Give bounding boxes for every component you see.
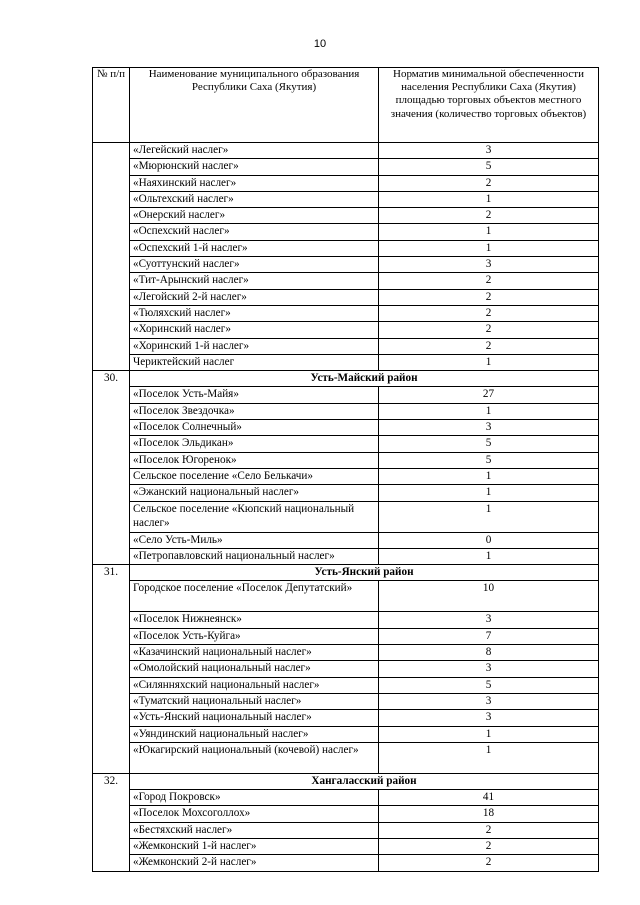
norm-value: 1	[379, 468, 599, 484]
municipality-name: «Легойский 2-й наслег»	[130, 289, 379, 305]
table-row	[93, 436, 599, 452]
norm-value: 7	[379, 628, 599, 644]
municipality-name: «Поселок Усть-Куйга»	[130, 628, 379, 644]
table-row	[93, 822, 599, 838]
norm-value: 1	[379, 501, 599, 532]
municipality-name: «Оспехский 1-й наслег»	[130, 240, 379, 256]
norm-value: 2	[379, 273, 599, 289]
norm-value: 1	[379, 548, 599, 564]
municipality-name: «Бестяхский наслег»	[130, 822, 379, 838]
table-row	[93, 806, 599, 822]
row-number-empty	[93, 143, 130, 371]
municipality-name: «Усть-Янский национальный наслег»	[130, 710, 379, 726]
district-name: Усть-Янский район	[130, 565, 599, 581]
header-num: № п/п	[93, 68, 130, 143]
table-row	[93, 338, 599, 354]
municipality-name: «Поселок Солнечный»	[130, 420, 379, 436]
norm-value: 3	[379, 257, 599, 273]
municipality-name: «Мюрюнский наслег»	[130, 159, 379, 175]
page-number: 10	[313, 38, 327, 50]
table-row	[93, 468, 599, 484]
municipality-name: «Хоринский наслег»	[130, 322, 379, 338]
table-row	[93, 581, 599, 612]
municipality-name: «Петропавловский национальный наслег»	[130, 548, 379, 564]
table-row	[93, 677, 599, 693]
table-row	[93, 710, 599, 726]
norm-value: 1	[379, 354, 599, 370]
norm-value: 1	[379, 403, 599, 419]
table-row	[93, 420, 599, 436]
table-row	[93, 191, 599, 207]
table-row	[93, 224, 599, 240]
municipality-name: «Эжанский национальный наслег»	[130, 485, 379, 501]
table-row	[93, 742, 599, 773]
table-row	[93, 855, 599, 871]
municipality-name: «Наяхинский наслег»	[130, 175, 379, 191]
table-row	[93, 693, 599, 709]
table-row	[93, 661, 599, 677]
header-norm: Норматив минимальной обеспеченности населения Республики Саха (Якутия) площадью торговых объектов местного значения (количество торговых объектов)	[379, 68, 599, 143]
table-row	[93, 628, 599, 644]
header-name: Наименование муниципального образования Республики Саха (Якутия)	[130, 68, 379, 143]
table-row	[93, 532, 599, 548]
municipality-name: «Юкагирский национальный (кочевой) наслег»	[130, 742, 379, 773]
table-row	[93, 726, 599, 742]
norm-value: 1	[379, 191, 599, 207]
municipality-name: «Поселок Нижнеянск»	[130, 612, 379, 628]
municipality-name: «Силянняхский национальный наслег»	[130, 677, 379, 693]
norm-value: 1	[379, 742, 599, 773]
table-row	[93, 208, 599, 224]
norm-value: 1	[379, 726, 599, 742]
table-row	[93, 305, 599, 321]
norm-value: 2	[379, 322, 599, 338]
municipality-name: «Поселок Звездочка»	[130, 403, 379, 419]
table-row	[93, 354, 599, 370]
municipality-name: «Тит-Арынский наслег»	[130, 273, 379, 289]
table-row	[93, 257, 599, 273]
table-row	[93, 452, 599, 468]
norm-value: 3	[379, 693, 599, 709]
municipality-name: «Поселок Усть-Майя»	[130, 387, 379, 403]
district-row	[93, 565, 599, 581]
table-row	[93, 322, 599, 338]
table-row	[93, 485, 599, 501]
table-row	[93, 403, 599, 419]
normative-table	[92, 67, 599, 872]
table-row	[93, 790, 599, 806]
municipality-name: Городское поселение «Поселок Депутатский»	[130, 581, 379, 612]
norm-value: 1	[379, 485, 599, 501]
table-body	[93, 143, 599, 872]
municipality-name: «Казачинский национальный наслег»	[130, 645, 379, 661]
table-row	[93, 548, 599, 564]
norm-value: 8	[379, 645, 599, 661]
table-row	[93, 501, 599, 532]
municipality-name: «Оспехский наслег»	[130, 224, 379, 240]
norm-value: 5	[379, 159, 599, 175]
norm-value: 3	[379, 420, 599, 436]
norm-value: 2	[379, 305, 599, 321]
municipality-name: «Жемконский 2-й наслег»	[130, 855, 379, 871]
district-name: Усть-Майский район	[130, 371, 599, 387]
norm-value: 3	[379, 710, 599, 726]
norm-value: 3	[379, 612, 599, 628]
table-row	[93, 838, 599, 854]
municipality-name: Сельское поселение «Кюпский национальный наслег»	[130, 501, 379, 532]
table-row	[93, 645, 599, 661]
municipality-name: «Поселок Эльдикан»	[130, 436, 379, 452]
table-header-row	[93, 68, 599, 143]
norm-value: 5	[379, 436, 599, 452]
municipality-name: «Суоттунский наслег»	[130, 257, 379, 273]
norm-value: 2	[379, 289, 599, 305]
norm-value: 2	[379, 822, 599, 838]
district-number: 31.	[93, 565, 130, 774]
municipality-name: «Ольтехский наслег»	[130, 191, 379, 207]
municipality-name: «Легейский наслег»	[130, 143, 379, 159]
norm-value: 5	[379, 677, 599, 693]
table-row	[93, 240, 599, 256]
municipality-name: Чериктейский наслег	[130, 354, 379, 370]
municipality-name: «Тюляхский наслег»	[130, 305, 379, 321]
table-row	[93, 273, 599, 289]
norm-value: 2	[379, 855, 599, 871]
municipality-name: «Онерский наслег»	[130, 208, 379, 224]
norm-value: 5	[379, 452, 599, 468]
norm-value: 3	[379, 143, 599, 159]
table-row	[93, 289, 599, 305]
norm-value: 41	[379, 790, 599, 806]
district-row	[93, 773, 599, 789]
municipality-name: «Жемконский 1-й наслег»	[130, 838, 379, 854]
norm-value: 2	[379, 208, 599, 224]
table-row	[93, 387, 599, 403]
norm-value: 2	[379, 175, 599, 191]
district-row	[93, 371, 599, 387]
table-row	[93, 159, 599, 175]
norm-value: 1	[379, 224, 599, 240]
municipality-name: «Село Усть-Миль»	[130, 532, 379, 548]
norm-value: 10	[379, 581, 599, 612]
norm-value: 27	[379, 387, 599, 403]
norm-value: 18	[379, 806, 599, 822]
norm-value: 0	[379, 532, 599, 548]
norm-value: 3	[379, 661, 599, 677]
municipality-name: «Поселок Мохсоголлох»	[130, 806, 379, 822]
norm-value: 1	[379, 240, 599, 256]
municipality-name: «Омолойский национальный наслег»	[130, 661, 379, 677]
district-number: 32.	[93, 773, 130, 871]
table-row	[93, 175, 599, 191]
municipality-name: «Поселок Югоренок»	[130, 452, 379, 468]
norm-value: 2	[379, 838, 599, 854]
municipality-name: Сельское поселение «Село Белькачи»	[130, 468, 379, 484]
table-row	[93, 612, 599, 628]
table-row	[93, 143, 599, 159]
municipality-name: «Хоринский 1-й наслег»	[130, 338, 379, 354]
municipality-name: «Уяндинский национальный наслег»	[130, 726, 379, 742]
municipality-name: «Туматский национальный наслег»	[130, 693, 379, 709]
district-name: Хангаласский район	[130, 773, 599, 789]
norm-value: 2	[379, 338, 599, 354]
municipality-name: «Город Покровск»	[130, 790, 379, 806]
district-number: 30.	[93, 371, 130, 565]
